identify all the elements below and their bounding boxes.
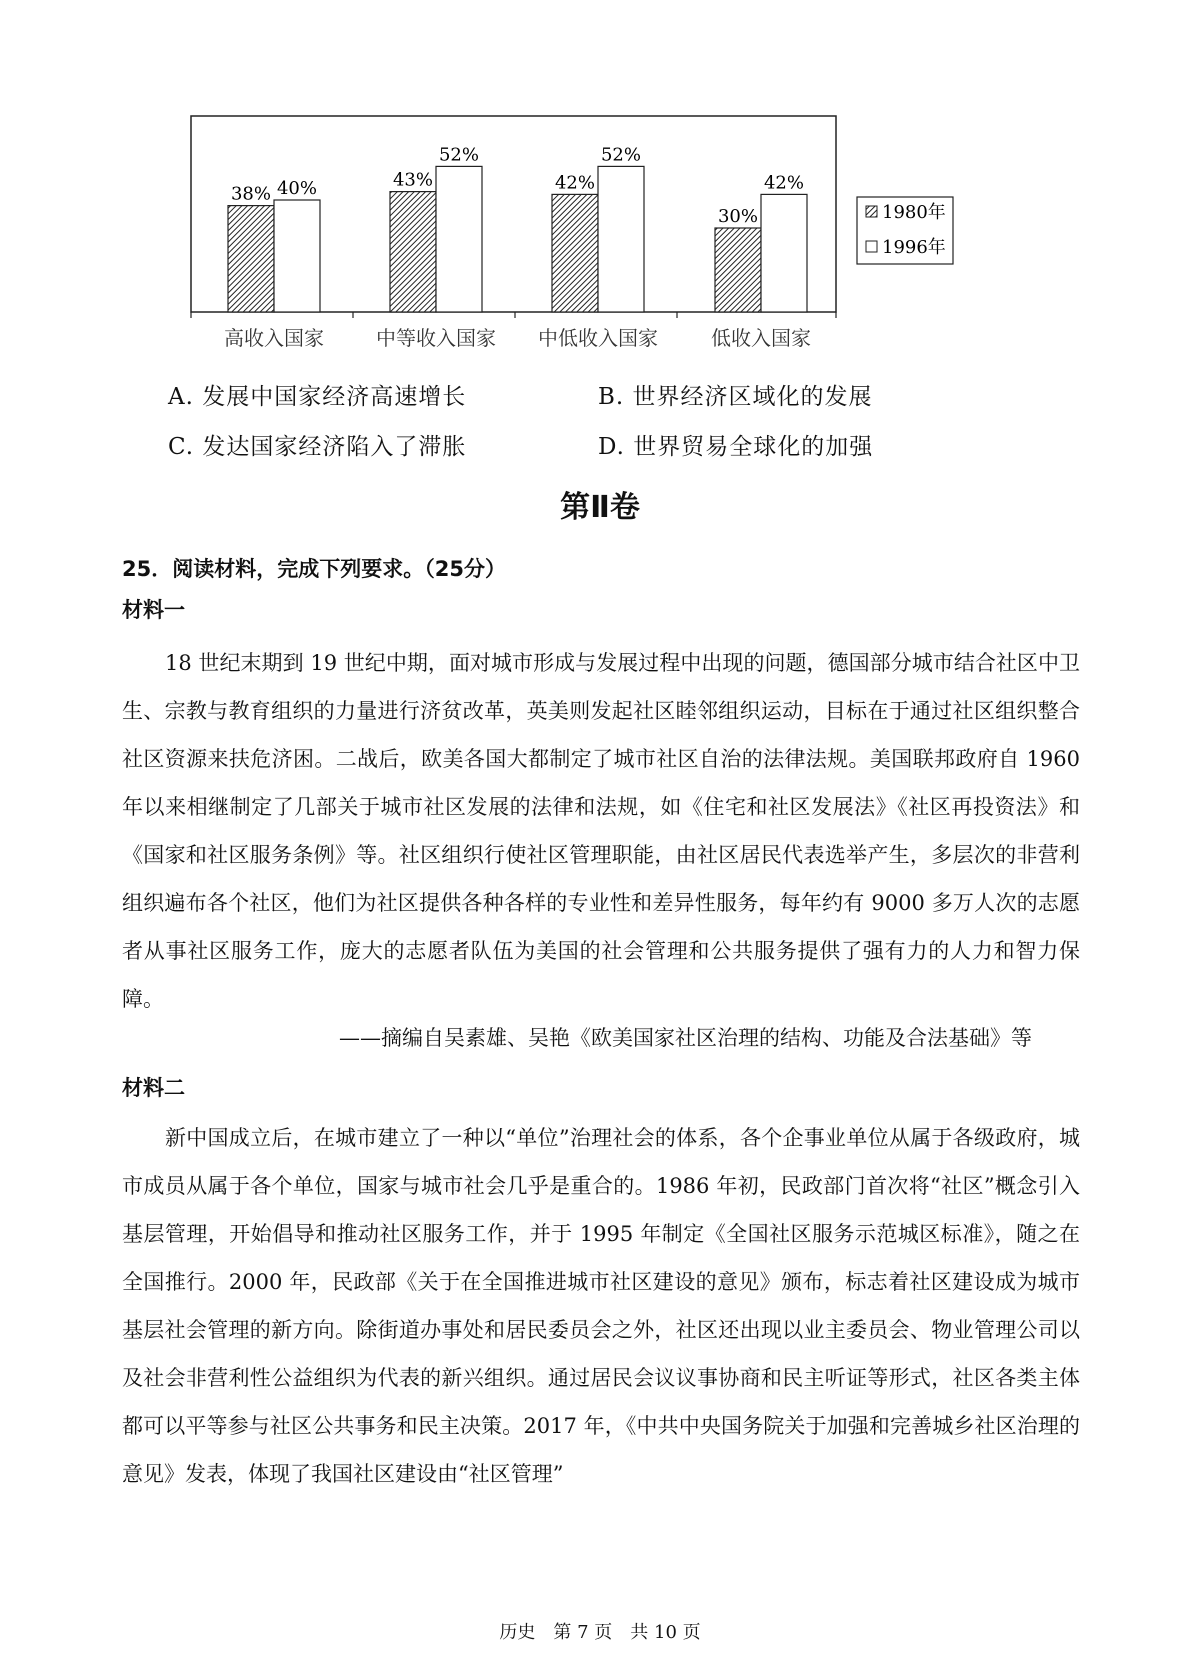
bar-1980-0 [228, 206, 274, 312]
x-tick-label-2: 中低收入国家 [538, 326, 658, 350]
option-b: B. 世界经济区域化的发展 [598, 384, 873, 410]
bar-chart [0, 0, 1200, 360]
option-c: C. 发达国家经济陷入了滞胀 [168, 434, 467, 460]
data-label-1980-3: 30% [717, 206, 759, 227]
material1-source: ——摘编自吴素雄、吴艳《欧美国家社区治理的结构、功能及合法基础》等 [339, 1026, 1032, 1050]
bar-1996-2 [598, 166, 644, 312]
x-tick-group [191, 312, 836, 350]
question-heading: 25．阅读材料，完成下列要求。（25分） [122, 557, 506, 581]
data-label-1980-2: 42% [554, 172, 596, 194]
material2-text: 新中国成立后，在城市建立了一种以“单位”治理社会的体系，各个企事业单位从属于各级政府，城市成员从属于各个单位，国家与城市社会几乎是重合的。1986 年初，民政部门首次将“社区”概念引入基层管理，开始倡导和推动社区服务工作，并于 1995 年制定《全国社区服务示范城区标准》，随之在全国推行。2000 年，民政部《关于在全国推进城市社区建设的意见》颁布，标志着社区建设成为城市基层社会管理的新方向。除街道办事处和居民委员会之外，社区还出现以业主委员会、物业管理公司以及社会非营利性公益组织为代表的新兴组织。通过居民会议议事协商和民主听证等形式，社区各类主体都可以平等参与社区公共事务和民主决策。2017 年，《中共中央国务院关于加强和完善城乡社区治理的意见》发表，体现了我国社区建设由“社区管理” [122, 1126, 1080, 1486]
data-label-1996-3: 42% [763, 172, 805, 194]
legend [857, 197, 953, 264]
data-label-1996-0: 40% [276, 178, 318, 199]
x-tick-label-3: 低收入国家 [711, 326, 811, 350]
bar-1996-0 [274, 200, 320, 312]
option-d: D. 世界贸易全球化的加强 [598, 434, 874, 460]
bar-1980-3 [715, 228, 761, 312]
legend-swatch-1996 [866, 241, 877, 252]
material2-label: 材料二 [122, 1076, 185, 1100]
data-label-1996-2: 52% [600, 144, 642, 166]
x-tick-label-0: 高收入国家 [224, 326, 324, 350]
bar-1996-1 [436, 166, 482, 312]
bar-1996-3 [761, 194, 807, 312]
page-footer: 历史 第 7 页 共 10 页 [499, 1622, 701, 1643]
bar-1980-2 [552, 194, 598, 312]
data-label-1980-1: 43% [392, 169, 434, 191]
legend-swatch-1980 [866, 206, 877, 217]
section-title: 第Ⅱ卷 [560, 490, 640, 525]
x-tick-label-1: 中等收入国家 [376, 326, 496, 350]
legend-label-1980: 1980年 [882, 202, 946, 223]
data-label-1996-1: 52% [438, 144, 480, 166]
material1-text: 18 世纪末期到 19 世纪中期，面对城市形成与发展过程中出现的问题，德国部分城市结合社区中卫生、宗教与教育组织的力量进行济贫改革，英美则发起社区睦邻组织运动，目标在于通过社区组织整合社区资源来扶危济困。二战后，欧美各国大都制定了城市社区自治的法律法规。美国联邦政府自 1960 年以来相继制定了几部关于城市社区发展的法律和法规，如《住宅和社区发展法》《社区再投资法》和《国家和社区服务条例》等。社区组织行使社区管理职能，由社区居民代表选举产生，多层次的非营利组织遍布各个社区，他们为社区提供各种各样的专业性和差异性服务，每年约有 9000 多万人次的志愿者从事社区服务工作，庞大的志愿者队伍为美国的社会管理和公共服务提供了强有力的人力和智力保障。 [122, 651, 1080, 1011]
option-a: A. 发展中国家经济高速增长 [168, 384, 467, 410]
bars-group [228, 144, 807, 312]
legend-label-1996: 1996年 [882, 237, 946, 258]
data-label-1980-0: 38% [230, 183, 272, 205]
bar-1980-1 [390, 192, 436, 312]
material1-label: 材料一 [122, 598, 185, 622]
